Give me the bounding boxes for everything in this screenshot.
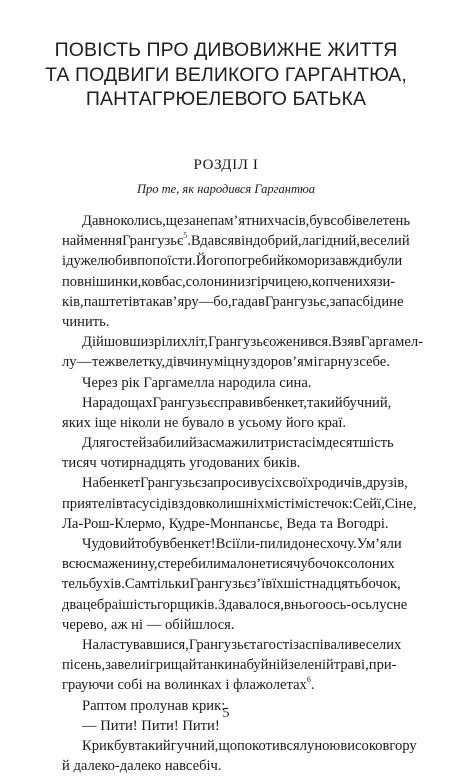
word: міст: [264, 495, 291, 512]
word: лусне: [371, 596, 408, 613]
word: був: [309, 213, 331, 229]
text-line: яких іще ніколи не бувало в усьому його краї.: [62, 414, 347, 431]
word: любив: [96, 253, 138, 270]
page-number: 5: [222, 706, 230, 721]
word: такий: [135, 737, 171, 754]
text-line: [62, 736, 417, 756]
word: гірчицею,: [250, 273, 312, 290]
word: родичів,: [314, 475, 366, 492]
word: бочок: [307, 556, 344, 573]
word: Грангузьє: [188, 636, 250, 653]
word: й: [188, 435, 197, 452]
text-line: [62, 352, 390, 372]
word: довколишніх: [184, 495, 265, 512]
word: за: [183, 213, 196, 229]
word: Крик: [82, 737, 114, 754]
word: луною: [299, 737, 341, 754]
word: Чудовий: [82, 536, 136, 552]
word: на: [62, 233, 77, 250]
word: був: [113, 737, 135, 754]
word: стеребили: [157, 556, 221, 573]
text-line: Ла-Рош-Клермо, Кудре-Монпансьє, Веда та Вогодрі.: [62, 515, 389, 532]
text-line: [62, 574, 401, 594]
word: бо,: [213, 293, 232, 310]
word: запросив: [201, 475, 258, 492]
word: донесхочу.: [290, 536, 357, 552]
word: Здавалося,: [217, 596, 284, 613]
text-line: [62, 211, 411, 231]
word: мало: [221, 556, 252, 573]
word: цебра: [82, 596, 119, 613]
word: Для: [82, 435, 106, 452]
word: Наластувавшися,: [82, 636, 189, 653]
word: повні: [62, 273, 96, 290]
book-title-line: ТА ПОДВИГИ ВЕЛИКОГО ГАРГАНТЮА,: [45, 63, 407, 86]
text-line: чинить.: [62, 313, 110, 330]
text-line: [62, 494, 417, 514]
word: Давно: [82, 213, 121, 229]
word: Сам: [124, 576, 151, 593]
word: усіх: [257, 475, 283, 492]
word: тільки: [150, 576, 190, 593]
word: такий: [306, 394, 343, 411]
word: погреби: [226, 253, 277, 270]
word: Його: [195, 253, 227, 270]
word: що: [218, 737, 237, 754]
word: гарну: [317, 354, 353, 371]
word: траві,: [333, 657, 369, 674]
word: Дійшовши: [82, 334, 149, 351]
word: копчених: [311, 273, 370, 290]
word: Грангузьє: [140, 475, 202, 492]
word: Грангузьє$^5$.: [122, 231, 191, 250]
word: на: [232, 657, 247, 674]
text-line: [62, 393, 390, 413]
text-line: [62, 272, 396, 292]
word: Взяв: [331, 334, 361, 351]
word: біди: [362, 293, 390, 310]
word: був: [148, 536, 170, 552]
word: гостей: [105, 435, 147, 452]
word: бенкет,: [263, 394, 307, 411]
word: сусідів: [135, 495, 179, 512]
word: бенкет: [99, 475, 141, 492]
text-line: [62, 473, 408, 493]
word: були: [373, 253, 403, 270]
text-line: Через рік Гаргамелла народила сина.: [82, 374, 312, 391]
word: не: [389, 293, 404, 310]
word: часів,: [274, 213, 310, 229]
word: друзів,: [365, 475, 408, 492]
word: і: [62, 253, 67, 270]
word: він: [234, 233, 253, 250]
word: при-: [368, 657, 397, 674]
word: нього: [290, 596, 326, 613]
text-line: [62, 251, 403, 271]
word: Вдався: [190, 233, 235, 250]
word: та: [139, 293, 153, 310]
word: себе.: [359, 354, 390, 371]
word: тельбухів.: [62, 576, 125, 593]
word: тисячу: [265, 556, 308, 573]
word: кав’яру: [152, 293, 199, 310]
word: приятелів: [62, 495, 123, 512]
word: бочок,: [361, 576, 401, 593]
word: запас: [329, 293, 363, 310]
word: та: [249, 636, 263, 653]
word: собі: [330, 213, 356, 229]
text-line: [62, 534, 402, 554]
chapter-title: РОЗДІЛ І: [193, 157, 259, 173]
text-line: [62, 292, 404, 312]
text-line: черево, аж ні — обійшлося.: [62, 616, 235, 633]
word: сімдесят: [305, 435, 359, 452]
word: засмажили: [196, 435, 265, 452]
text-line: [62, 332, 424, 352]
text-line: Раптом пролунав крик:: [82, 697, 226, 714]
word: їли-пили: [235, 536, 291, 552]
word: заспівали: [293, 636, 353, 653]
word: комори: [284, 253, 330, 270]
book-title-line: ПАНТАГРЮЕЛЕВОГО БАТЬКА: [85, 88, 367, 110]
text-line: [62, 595, 408, 615]
word: ймення: [76, 233, 123, 250]
word: Грангузьє,: [264, 293, 330, 310]
word: з: [178, 495, 185, 512]
word: веселий: [359, 233, 410, 250]
word: теж: [91, 354, 115, 371]
text-line: [62, 554, 395, 574]
footnote-mark: 5: [183, 231, 188, 241]
word: Грангузьє: [189, 576, 251, 593]
word: два: [62, 596, 83, 613]
word: й: [276, 253, 285, 270]
word: завели: [105, 657, 146, 674]
word: попоїсти.: [137, 253, 196, 270]
word: вгору: [382, 737, 417, 754]
word: своїх: [282, 475, 315, 492]
word: велетень: [355, 213, 411, 229]
word: оженився.: [269, 334, 332, 351]
word: —: [76, 354, 92, 371]
word: і: [313, 354, 318, 371]
word: зеленій: [288, 657, 334, 674]
word: з: [245, 273, 251, 290]
word: Ум’яли: [356, 536, 402, 552]
word: Грангузьє: [208, 334, 270, 351]
word: ковбас,: [141, 273, 186, 290]
word: Сіне,: [384, 495, 417, 512]
word: язи-: [370, 273, 396, 290]
word: з’їв: [250, 576, 273, 593]
word: веселих: [352, 636, 402, 653]
word: здоров’ям: [250, 354, 314, 371]
text-line: [62, 231, 410, 251]
word: велетку,: [115, 354, 166, 371]
word: ігрища: [145, 657, 189, 674]
word: бенкет!: [169, 536, 216, 552]
word: Всі: [215, 536, 236, 552]
text-line: [62, 655, 397, 675]
word: колись,: [120, 213, 166, 229]
word: гучний,: [170, 737, 219, 754]
word: шість: [358, 435, 394, 452]
word: Грангузьє: [152, 394, 214, 411]
chapter-subtitle: Про те, як народився Гаргантюа: [136, 182, 316, 196]
word: й: [188, 657, 197, 674]
body-text: [62, 211, 424, 776]
word: дуже: [66, 253, 97, 270]
word: смаженину,: [86, 556, 158, 573]
word: На: [82, 475, 100, 492]
word: непам’ятних: [195, 213, 275, 229]
word: гадав: [231, 293, 265, 310]
word: ще: [165, 213, 184, 229]
word: містечок:: [294, 495, 353, 512]
word: добрий,: [252, 233, 302, 250]
book-title-line: ПОВІСТЬ ПРО ДИВОВИЖНЕ ЖИТТЯ: [54, 39, 398, 61]
word: і: [118, 596, 123, 613]
text-line: [62, 433, 394, 453]
text-line: [62, 635, 402, 655]
word: триста: [264, 435, 306, 452]
text-line: й далеко-далеко навсебіч.: [62, 758, 222, 775]
word: буйній: [246, 657, 289, 674]
word: гості: [262, 636, 294, 653]
word: завжди: [329, 253, 374, 270]
word: та: [122, 495, 136, 512]
word: На: [82, 394, 100, 411]
word: Гаргамел-: [360, 334, 424, 351]
word: Сейї,: [352, 495, 385, 512]
word: —: [198, 293, 214, 310]
word: солонини: [185, 273, 246, 290]
footnote-mark: 6: [306, 675, 311, 685]
word: лу: [62, 354, 77, 371]
word: забили: [146, 435, 189, 452]
word: міцну: [213, 354, 251, 371]
text-line: — Пити! Пити! Пити!: [82, 717, 220, 734]
word: шість: [122, 596, 157, 613]
word: шинки,: [95, 273, 142, 290]
word: паштетів: [83, 293, 140, 310]
word: не: [251, 556, 266, 573]
word: ось-ось: [325, 596, 372, 613]
word: їх: [272, 576, 284, 593]
book-title: [30, 38, 422, 112]
word: горщиків.: [156, 596, 218, 613]
word: ків,: [62, 293, 84, 310]
word: шістнадцять: [283, 576, 362, 593]
word: літ,: [187, 334, 209, 351]
word: то: [135, 536, 149, 552]
word: дівчину: [165, 354, 214, 371]
word: пісень,: [62, 657, 106, 674]
text-line: грауючи собі на волинках і флажолетах$^6$.: [62, 675, 315, 694]
text-line: тисяч чотирнадцять угодованих биків.: [62, 455, 301, 472]
word: і: [290, 495, 295, 512]
word: покотився: [237, 737, 300, 754]
word: всю: [62, 556, 87, 573]
word: з: [353, 354, 359, 371]
word: бучний,: [342, 394, 392, 411]
word: зрілих: [148, 334, 188, 351]
word: радощах: [99, 394, 153, 411]
word: високо: [340, 737, 383, 754]
word: лагідний,: [301, 233, 360, 250]
word: в: [283, 596, 291, 613]
word: танки: [196, 657, 233, 674]
word: справив: [213, 394, 264, 411]
word: солоних: [343, 556, 395, 573]
